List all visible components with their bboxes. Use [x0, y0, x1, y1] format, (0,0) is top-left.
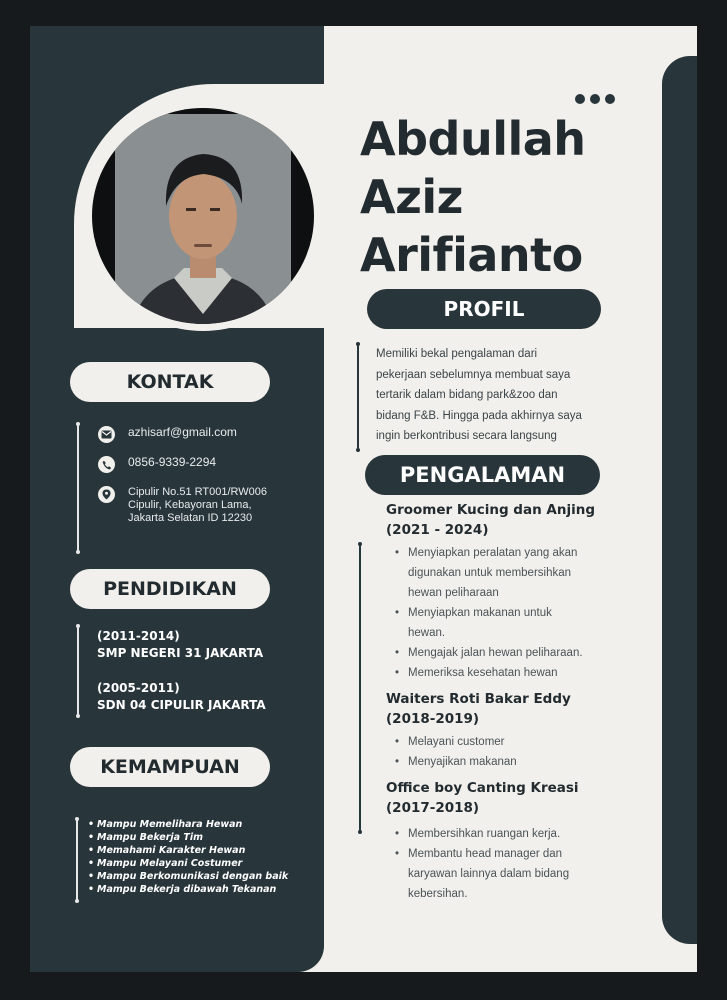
skill-item: • Mampu Bekerja Tim [88, 831, 288, 844]
skill-item: • Mampu Berkomunikasi dengan baik [88, 870, 288, 883]
name-last: Arifianto [360, 228, 583, 282]
contact-phone [98, 456, 216, 473]
contact-divider [77, 424, 79, 552]
profile-line: tertarik dalam bidang park&zoo dan [376, 389, 558, 401]
skill-item: • Mampu Memelihara Hewan [88, 818, 288, 831]
education-school: SDN 04 CIPULIR JAKARTA [97, 698, 266, 712]
task-item: • Memeriksa kesehatan hewan [386, 663, 636, 683]
task-item: • Menyajikan makanan [386, 752, 636, 772]
full-name [360, 110, 650, 284]
profile-line: bidang F&B. Hingga pada akhirnya saya [376, 409, 582, 422]
education-school: SMP NEGERI 31 JAKARTA [97, 646, 264, 660]
task-item [386, 844, 636, 904]
task-line: karyawan lainnya dalam bidang [408, 868, 570, 880]
dot [575, 94, 585, 104]
job-period: (2021 - 2024) [386, 522, 489, 538]
task-item: • Mengajak jalan hewan peliharaan. [386, 643, 636, 663]
email-address[interactable]: azhisarf@gmail.com [128, 425, 237, 439]
resume-sheet [30, 26, 697, 972]
profile-photo [92, 108, 314, 324]
job-period: (2017-2018) [386, 800, 480, 816]
skills-divider [76, 819, 78, 901]
skills-list [88, 818, 288, 896]
contact-email [98, 426, 237, 443]
education-heading: PENDIDIKAN [70, 569, 270, 609]
name-first: Abdullah [360, 112, 586, 166]
experience-divider [359, 544, 361, 832]
job-tasks [386, 732, 636, 772]
address [128, 486, 267, 525]
experience-entry [386, 500, 636, 683]
address-line: Cipulir No.51 RT001/RW006 [128, 486, 267, 498]
job-tasks [386, 824, 636, 904]
education-divider [77, 626, 79, 716]
profile-line: Memiliki bekal pengalaman dari [376, 348, 538, 360]
address-line: Jakarta Selatan ID 12230 [128, 512, 253, 524]
job-title: Groomer Kucing dan Anjing [386, 502, 595, 518]
profile-summary [376, 344, 616, 447]
profile-heading: PROFIL [367, 289, 601, 329]
job-title: Waiters Roti Bakar Eddy [386, 691, 571, 707]
skill-item: • Mampu Melayani Costumer [88, 857, 288, 870]
education-entry [97, 628, 263, 662]
experience-heading: PENGALAMAN [365, 455, 600, 495]
task-line: • Menyiapkan makanan untuk [408, 607, 552, 619]
skills-heading: KEMAMPUAN [70, 747, 270, 787]
skill-item: • Mampu Bekerja dibawah Tekanan [88, 883, 288, 896]
profile-line: ingin berkontribusi secara langsung [376, 430, 557, 442]
dot [590, 94, 600, 104]
contact-heading: KONTAK [70, 362, 270, 402]
experience-entry [386, 778, 636, 904]
task-line: digunakan untuk membersihkan [408, 567, 572, 579]
task-item [386, 603, 636, 643]
task-line: hewan. [408, 627, 446, 639]
phone-number[interactable]: 0856-9339-2294 [128, 455, 217, 469]
right-decorative-strip [662, 56, 697, 944]
profile-line: pekerjaan sebelumnya membuat saya [376, 368, 571, 381]
dot [605, 94, 615, 104]
task-item [386, 543, 636, 603]
task-item: • Melayani customer [386, 732, 636, 752]
job-period: (2018-2019) [386, 711, 480, 727]
mail-icon [98, 426, 115, 443]
task-line: • Menyiapkan peralatan yang akan [408, 547, 578, 559]
decorative-dots [575, 94, 615, 104]
task-line: kebersihan. [408, 888, 468, 900]
task-item: • Membersihkan ruangan kerja. [386, 824, 636, 844]
name-middle: Aziz [360, 170, 463, 224]
education-years: (2005-2011) [97, 681, 180, 695]
location-pin-icon [98, 486, 115, 503]
task-line: hewan peliharaan [408, 587, 499, 599]
experience-entry [386, 689, 636, 772]
job-title: Office boy Canting Kreasi [386, 780, 579, 796]
person-portrait [92, 108, 314, 324]
task-line: • Membantu head manager dan [408, 848, 563, 860]
education-years: (2011-2014) [97, 629, 180, 643]
job-tasks [386, 543, 636, 683]
profile-divider [357, 344, 359, 450]
contact-address [98, 486, 267, 525]
skill-item: • Memahami Karakter Hewan [88, 844, 288, 857]
address-line: Cipulir, Kebayoran Lama, [128, 499, 252, 511]
phone-icon [98, 456, 115, 473]
education-entry [97, 680, 266, 714]
